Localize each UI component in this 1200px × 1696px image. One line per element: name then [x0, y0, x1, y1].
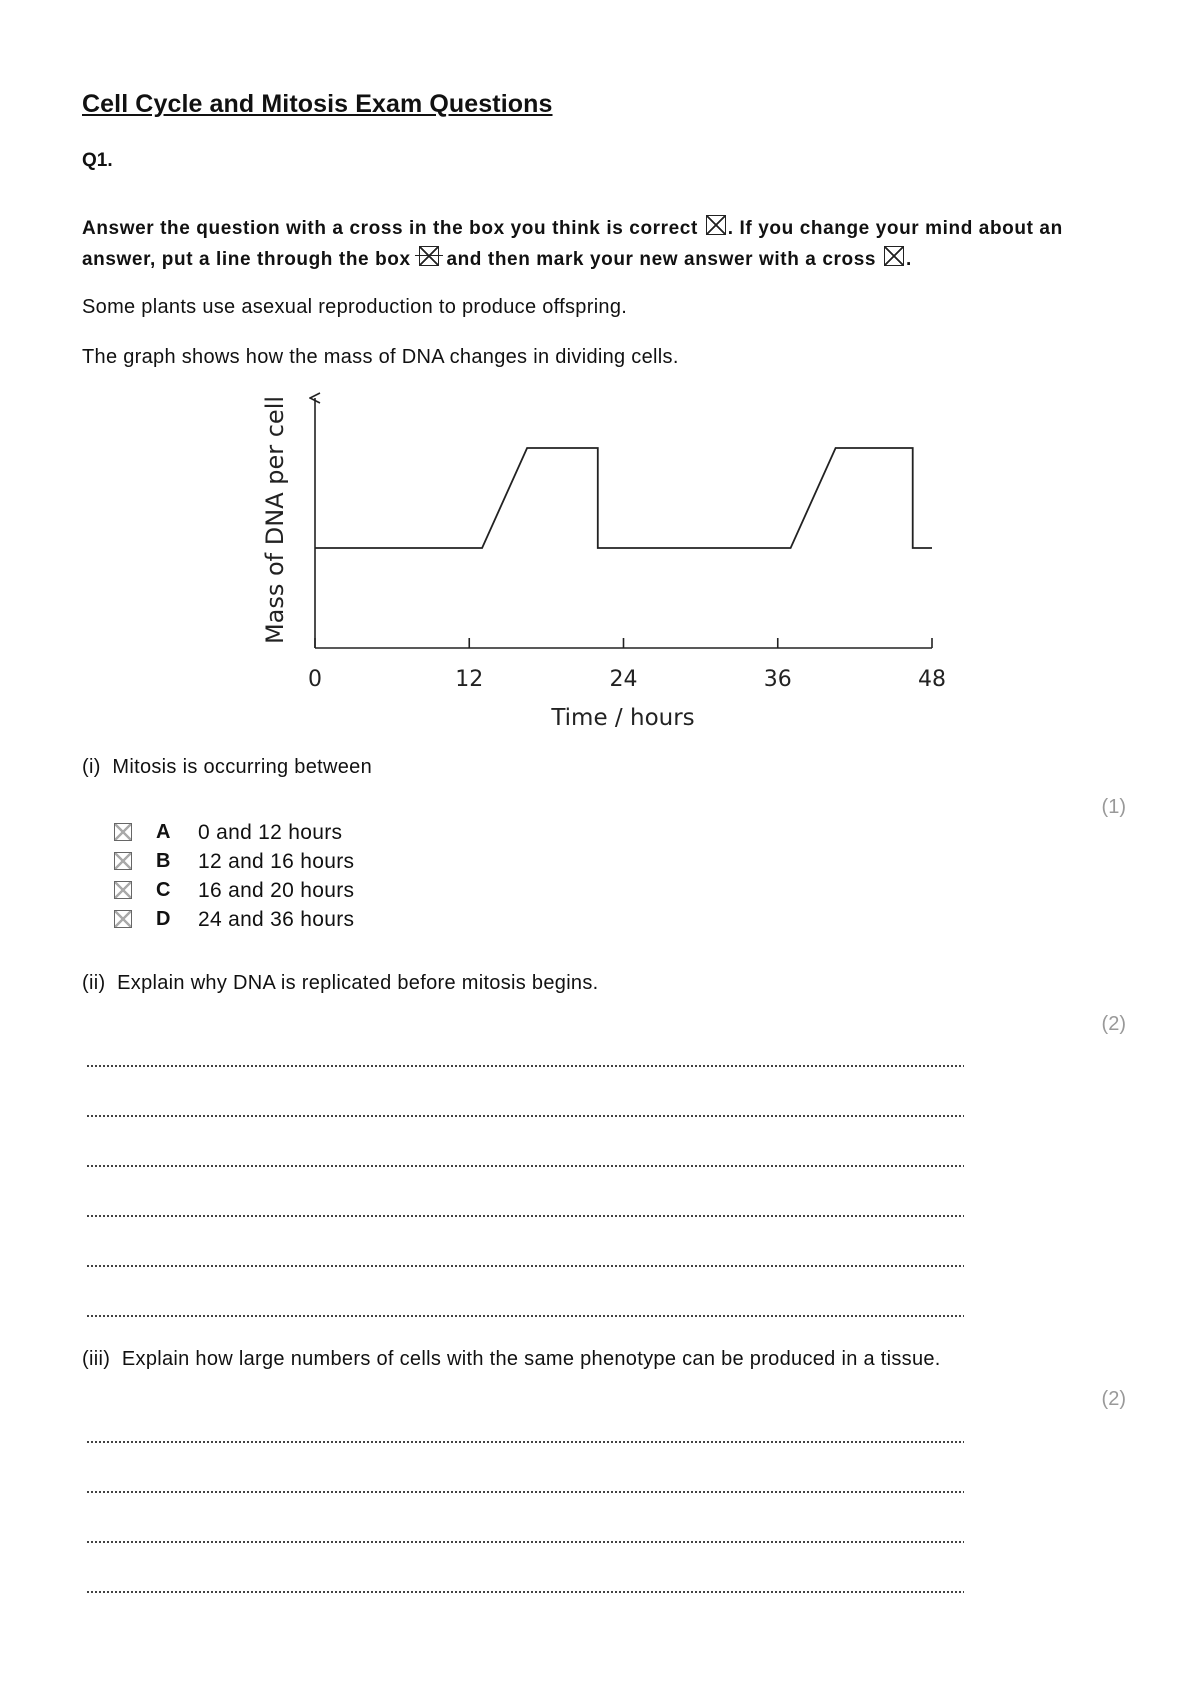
part-i-question — [82, 756, 372, 779]
answer-line[interactable] — [86, 1440, 964, 1444]
dna-mass-chart — [0, 0, 1200, 760]
answer-line[interactable] — [86, 1164, 964, 1168]
part-iii-label: (iii) — [82, 1348, 111, 1370]
intro-line: Some plants use asexual reproduction to produce offspring. — [82, 296, 628, 318]
answer-line[interactable] — [86, 1214, 964, 1218]
option-text: 24 and 36 hours — [198, 908, 355, 931]
instructions-part4: . — [905, 249, 912, 270]
part-ii-marks: (2) — [1101, 1013, 1126, 1035]
intro-line: The graph shows how the mass of DNA changes in dividing cells. — [82, 346, 679, 368]
instructions-part1: Answer the question with a cross in the box you think is correct — [82, 218, 698, 239]
part-i-text: Mitosis is occurring between — [112, 756, 373, 778]
y-axis-label: Mass of DNA per cell — [261, 395, 289, 645]
answer-line[interactable] — [86, 1114, 964, 1118]
option-text: 12 and 16 hours — [198, 850, 355, 873]
answer-line[interactable] — [86, 1490, 964, 1494]
part-i-marks: (1) — [1101, 796, 1126, 818]
answer-checkbox[interactable] — [114, 910, 132, 928]
answer-checkbox[interactable] — [114, 881, 132, 899]
part-ii-label: (ii) — [82, 972, 106, 994]
x-axis-label: Time / hours — [551, 705, 695, 731]
page-title: Cell Cycle and Mitosis Exam Questions — [82, 90, 553, 118]
x-tick-label: 48 — [918, 667, 946, 692]
answer-checkbox[interactable] — [114, 852, 132, 870]
question-number: Q1. — [82, 150, 113, 171]
dna-mass-line — [315, 448, 932, 548]
answer-line[interactable] — [86, 1590, 964, 1594]
option-letter: C — [156, 879, 171, 901]
x-tick-label: 24 — [609, 667, 638, 692]
option-text: 0 and 12 hours — [198, 821, 343, 844]
part-iii-question — [82, 1348, 941, 1371]
answer-checkbox[interactable] — [114, 823, 132, 841]
option-letter: D — [156, 908, 171, 930]
part-ii-text: Explain why DNA is replicated before mitosis begins. — [117, 972, 599, 994]
x-tick-label: 36 — [763, 667, 792, 692]
option-letter: A — [156, 821, 171, 843]
answer-line[interactable] — [86, 1314, 964, 1318]
option-text: 16 and 20 hours — [198, 879, 355, 902]
x-tick-label: 12 — [455, 667, 484, 692]
x-tick-label: 0 — [308, 667, 322, 692]
instructions-part3: and then mark your new answer with a cross — [446, 249, 877, 270]
answer-line[interactable] — [86, 1540, 964, 1544]
answer-line[interactable] — [86, 1064, 964, 1068]
part-i-label: (i) — [82, 756, 101, 778]
option-letter: B — [156, 850, 171, 872]
answer-line[interactable] — [86, 1264, 964, 1268]
instructions-part2: . If you change your mind about an answer, put a line through the box — [82, 218, 1063, 270]
part-iii-marks: (2) — [1101, 1388, 1126, 1410]
part-ii-question — [82, 972, 599, 995]
part-iii-text: Explain how large numbers of cells with the same phenotype can be produced in a tissue. — [121, 1348, 941, 1370]
